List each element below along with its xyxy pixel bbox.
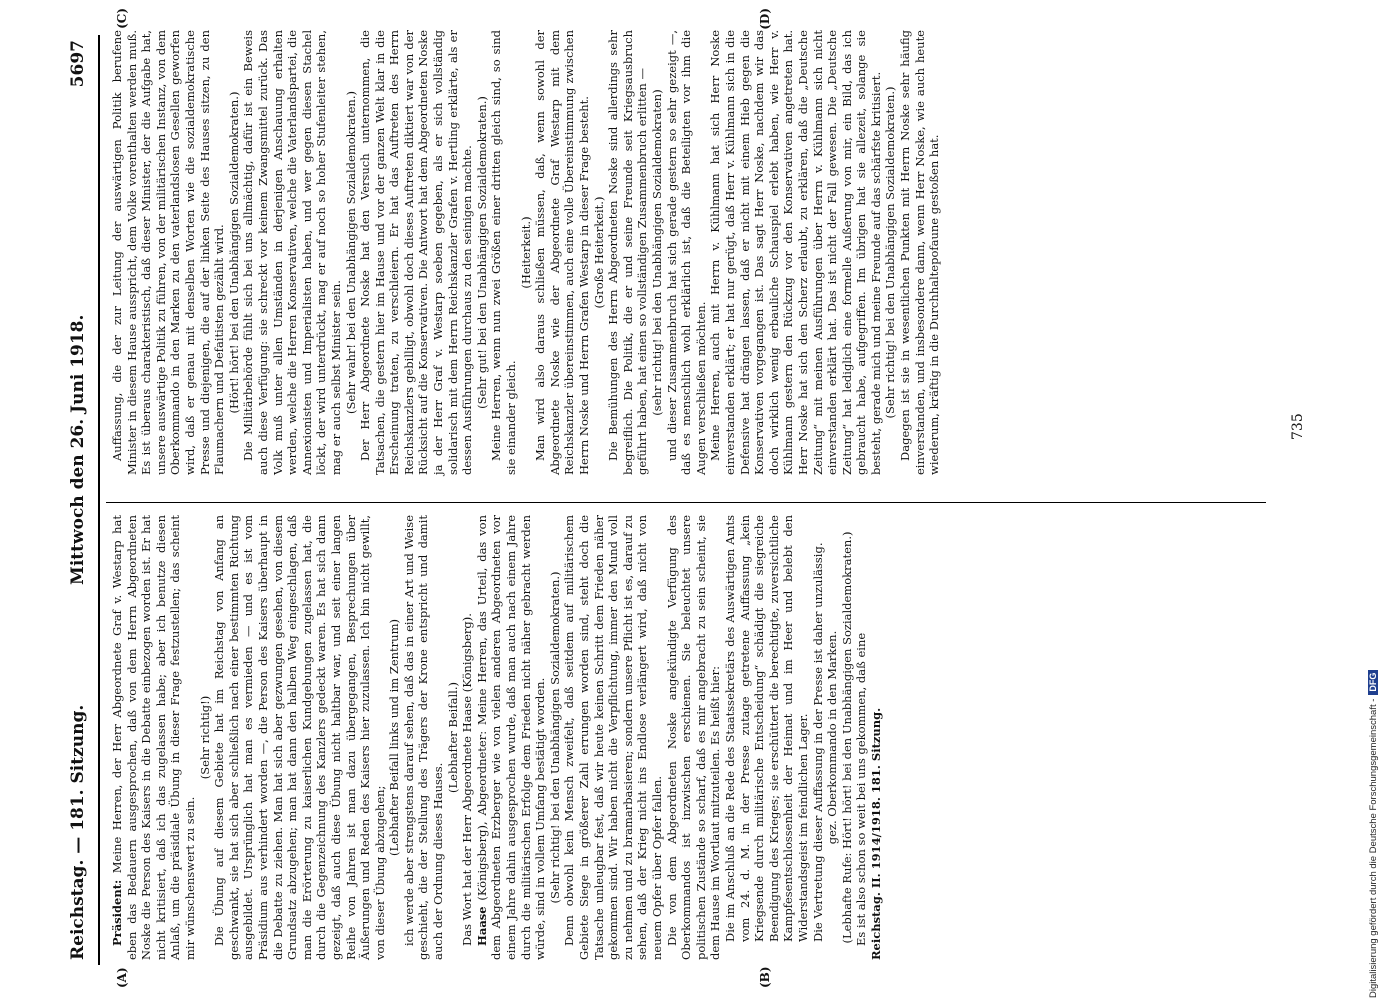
margin-marker-b: (B)	[758, 966, 772, 988]
bottom-page-number: 735	[1290, 413, 1306, 440]
paragraph	[489, 30, 518, 475]
paragraph-text: Die Übung auf diesem Gebiete hat im Reichstag von Anfang an geschwankt, sie hat sich aber schließlich nach einer bestimmten Richtung ausgebildet. Ursprünglich hat man es vermieden — und es ist vom Präsidium aus verhindert worden —, die Person des Kaisers überhaupt in die Debatte zu ziehen. Man hat sich aber gezwungen gesehen, von diesem Grundsatz abzugehen; man hat dann den halben Weg eingeschlagen, daß man die Erörterung zu kaiserlichen Kundgebungen zugelassen hat, die durch die Gegenzeichnung des Kanzlers gedeckt waren. Es hat sich dann gezeigt, daß auch diese Übung nicht haltbar war, und seit einer langen Reihe von Jahren ist man dazu übergegangen, Besprechungen über Äußerungen und Reden des Kaisers hier zuzulassen. Ich bin nicht gewillt, von dieser Übung abzugehen;	[212, 515, 387, 960]
paragraph-text: ich werde aber strengstens darauf sehen, daß das in einer Art und Weise geschieht, die der Stellung des Trägers der Krone entspricht und damit auch der Ordnung dieses Hauses.	[401, 515, 446, 960]
paragraph	[241, 30, 343, 475]
paragraph-text: Meine Herren, wenn nun zwei Größen einer dritten gleich sind, so sind sie einander gleich.	[489, 30, 519, 475]
paragraph-text: Denn obwohl kein Mensch zweifelt, daß seitdem auf militärischem Gebiete Siege in größerer Zahl errungen worden sind, steht doch die Tatsache unleugbar fest, daß wir heute keinen Schritt dem Frieden näher gekommen sind. Wir haben nicht die Verpflichtung, immer den Mund voll zu nehmen und zu bramarbasieren; sondern unsere Pflicht ist es, darauf zu sehen, daß der Krieg nicht ins Endlose verlängert wird, daß nicht von neuem Opfer über Opfer fallen.	[562, 515, 664, 960]
margin-marker-d: (D)	[758, 8, 772, 30]
paragraph-text: Reichstag. II. 1914/1918. 181. Sitzung.	[868, 707, 883, 960]
right-column	[110, 30, 942, 475]
header-page-number: 5697	[68, 40, 88, 88]
rotated-page-content	[40, 0, 1350, 1000]
paragraph-text: Es ist also schon so weit bei uns gekommen, daß eine	[854, 632, 869, 946]
paragraph-text: Das Wort hat der Herr Abgeordnete Haase (Königsberg).	[460, 613, 475, 946]
paragraph-text: (Sehr richtig!)	[197, 695, 212, 780]
paragraph-text: gez. Oberkommando in den Marken.	[825, 630, 840, 845]
paragraph	[665, 30, 709, 475]
margin-marker-c: (C)	[115, 8, 129, 29]
speech-paragraph	[110, 515, 198, 960]
interjection	[344, 30, 359, 475]
paragraph	[212, 515, 387, 960]
paragraph	[358, 30, 475, 475]
digitization-note: Digitalisierung gefördert durch die Deutsche Forschungsgemeinschaft -	[1368, 698, 1379, 998]
interjection	[387, 515, 402, 960]
paragraph-text: Man wird also daraus schließen müssen, daß, wenn sowohl der Abgeordnete Noske wie der Abgeordnete Graf Westarp mit dem Reichskanzler übereinstimmen, auch eine volle Übereinstimmung zwischen Herrn Noske und Herrn Grafen Westarp in dieser Frage besteht.	[533, 30, 591, 475]
interjection	[446, 515, 461, 960]
interjection	[519, 30, 534, 475]
signature-line	[825, 515, 840, 960]
paragraph-text: (Sehr gut! bei den Unabhängigen Sozialdemokraten.)	[474, 96, 489, 409]
paragraph-text: Dagegen ist sie in wesentlichen Punkten mit Herrn Noske sehr häufig einverstanden, und insbesondere dann, wenn Herr Noske, wie auch heute wiederum, kräftig in die Durchhaltepofaune gestoßen hat.	[898, 30, 942, 475]
speech-paragraph	[708, 30, 883, 475]
paragraph-text: (Königsberg), Abgeordneter: Meine Herren, das Urteil, das von dem Abgeordneten Erzberger wie von vielen anderen Abgeordneten vor einem Jahre dahin ausgesprochen wurde, daß man auch nach einem Jahre durch die militärischen Erfolge dem Frieden nicht näher gebracht werden würde, sind in vollem Umfang bestätigt worden.	[474, 515, 548, 960]
paragraph-text: (Lebhafte Rufe: Hört! hört! bei den Unabhängigen Sozialdemokraten.)	[839, 531, 854, 944]
paragraph	[110, 30, 227, 475]
interjection	[548, 515, 563, 960]
paragraph	[460, 515, 475, 960]
margin-marker-a: (A)	[115, 967, 129, 988]
paragraph	[533, 30, 591, 475]
paragraph-text: (Große Heiterkeit.)	[591, 196, 606, 309]
paragraph-text: (Heiterkeit.)	[518, 216, 533, 289]
quoted-text	[811, 515, 826, 960]
interjection	[198, 515, 213, 960]
header-left: Reichstag. — 181. Sitzung.	[68, 704, 88, 960]
left-column	[110, 515, 883, 960]
paragraph-text: Die im Anschluß an die Rede des Staatssekretärs des Auswärtigen Amts vom 24. d. M. in der Presse zutage getretene Auffassung „kein Kriegsende durch militärische Entscheidung“ schädigt die siegreiche Beendigung des Krieges; sie erschüttert die berechtigte, zuversichtliche Kampfesentschlossenheit der Heimat und im Heer und belebt den Widerstandsgeist im feindlichen Lager.	[722, 515, 810, 942]
interjection	[650, 30, 665, 475]
paragraph-text: Auffassung, die der zur Leitung der auswärtigen Politik berufene Minister in diesem Hause ausspricht, dem Volke vorenthalten werden muß. Es ist überaus charakteristisch, daß dieser Minister, der die Aufgabe hat, unsere auswärtige Politik zu führen, von der militärischen Instanz, von dem Oberkommando in den Marken zu den vaterlandslosen Gesellen geworfen wird, daß er genau mit denselben Worten wie die sozialdemokratische Presse und diejenigen, die auf der linken Seite des Hauses sitzen, zu den Flaumachern und Defaitisten gezählt wird.	[110, 30, 227, 475]
paragraph	[898, 30, 942, 475]
paragraph-text: (Sehr richtig! bei den Unabhängigen Sozialdemokraten.)	[547, 571, 562, 904]
paragraph	[402, 515, 446, 960]
speaker-name: Haase	[474, 906, 489, 946]
interjection	[840, 515, 855, 960]
digitization-caption	[1368, 670, 1379, 998]
paragraph-text: Die Bemühungen des Herrn Abgeordneten Noske sind allerdings sehr begreiflich. Die Politik, die er und seine Freunde seit Kriegsausbruch geführt haben, hat einen so vollständigen Zusammenbruch erlitten —	[606, 30, 650, 475]
paragraph-text: (Sehr wahr! bei den Unabhängigen Sozialdemokraten.)	[343, 91, 358, 414]
interjection	[883, 30, 898, 475]
interjection	[227, 30, 242, 475]
paragraph	[854, 515, 869, 960]
speech-paragraph	[475, 515, 548, 960]
paragraph-text: Die Vertretung dieser Auffassung in der Presse ist daher unzulässig.	[810, 542, 825, 942]
quoted-text	[723, 515, 811, 960]
paragraph	[606, 30, 650, 475]
interjection	[475, 30, 490, 475]
header-date: Mittwoch den 26. Juni 1918.	[68, 314, 88, 585]
paragraph-text: Die Militärbehörde fühlt sich bei uns allmächtig, dafür ist ein Beweis auch diese Verfügung: sie schreckt vor keinem Zwangsmittel zurück. Das Volk muß unter allen Umständen in derjenigen Anschauung erhalten werden, welche die Herren Konservativen, welche die Vaterlandspartei, die Annexionisten und Imperialisten haben, und wer gegen diesen Stachel löckt, der wird unterdrückt, mag er auf noch so hoher Stufenleiter stehen, mag er auch selbst Minister sein.	[241, 30, 343, 475]
paragraph-text: (Sehr richtig! bei den Unabhängigen Sozialdemokraten.)	[883, 86, 898, 419]
paragraph-text: Meine Herren, der Herr Abgeordnete Graf v. Westarp hat eben das Bedauern ausgesprochen, daß von dem Herrn Abgeordneten Noske die Person des Kaisers in die Debatte einbezogen worden ist. Er hat nicht kritisiert, daß ich das zugelassen habe; aber ich benutze diesen Anlaß, um die präsidiale Übung in dieser Frage festzustellen; das scheint mir wünschenswert zu sein.	[110, 514, 197, 960]
column-footer	[869, 515, 884, 960]
paragraph-text: Der Herr Abgeordnete Noske hat den Versuch unternommen, die Tatsachen, die gestern hier im Hause und vor der ganzen Welt klar in die Erscheinung traten, zu verschleiern. Er hat das Auftreten des Herrn Reichskanzlers gebilligt, obwohl doch dieses Auftreten diktiert war von der Rücksicht auf die Konservativen. Die Antwort hat dem Abgeordneten Noske ja der Herr Graf v. Westarp soeben gegeben, als er sich vollständig solidarisch mit dem Herrn Reichskanzler Grafen v. Hertling erklärte, als er dessen Ausführungen durchaus zu den seinigen machte.	[358, 30, 475, 475]
interjection	[592, 30, 607, 475]
paragraph-text: und dieser Zusammenbruch hat sich gerade gestern so sehr gezeigt —, daß es menschlich wohl erklärlich ist, daß die Beteiligten vor ihm die Augen verschließen möchten.	[664, 30, 708, 475]
paragraph	[665, 515, 723, 960]
speaker-name: Präsident:	[110, 879, 124, 946]
header-rule	[98, 35, 100, 965]
paragraph-text: Meine Herren, auch mit Herrn v. Kühlmann hat sich Herr Noske einverstanden erklärt; er hat nur gerügt, daß Herr v. Kühlmann sich in die Defensive hat drängen lassen, daß er nicht mit einem Hieb gegen die Konservativen vorgegangen ist. Das sagt Herr Noske, nachdem wir das doch wirklich wenig erbauliche Schauspiel erlebt haben, wie Herr v. Kühlmann gestern den Rückzug vor den Konservativen angetreten hat. Herr Noske hat sich den Scherz erlaubt, zu erklären, daß die „Deutsche Zeitung“ mit meinen Ausführungen über Herrn v. Kühlmann sich nicht einverstanden erklärt hat. Das ist nicht der Fall gewesen. Die „Deutsche Zeitung“ hat lediglich eine formelle Außerung von mir, ein Bild, das ich gebraucht habe, aufgegriffen. Im übrigen hat sie allezeit, solange sie besteht, gerade mich und meine Freunde auf das schärfste kritisiert.	[708, 30, 883, 475]
paragraph-text: (Lebhafter Beifall.)	[445, 682, 460, 793]
paragraph-text: (sehr richtig! bei den Unabhängigen Sozialdemokraten)	[649, 89, 664, 416]
column-divider	[106, 502, 1266, 503]
paragraph-text: (Lebhafter Beifall links und im Zentrum)	[387, 619, 402, 856]
paragraph-text: Die von dem Abgeordneten Noske angekündigte Verfügung des Oberkommandos ist inzwischen erschienen. Sie beleuchtet unsere politischen Zustände so scharf, daß es mir angebracht zu sein scheint, sie dem Hause im Wortlaut mitzuteilen. Es heißt hier:	[664, 515, 723, 960]
paragraph	[562, 515, 664, 960]
dfg-logo: DFG	[1368, 670, 1378, 695]
paragraph-text: (Hört! hört! bei den Unabhängigen Sozialdemokraten.)	[226, 91, 241, 414]
